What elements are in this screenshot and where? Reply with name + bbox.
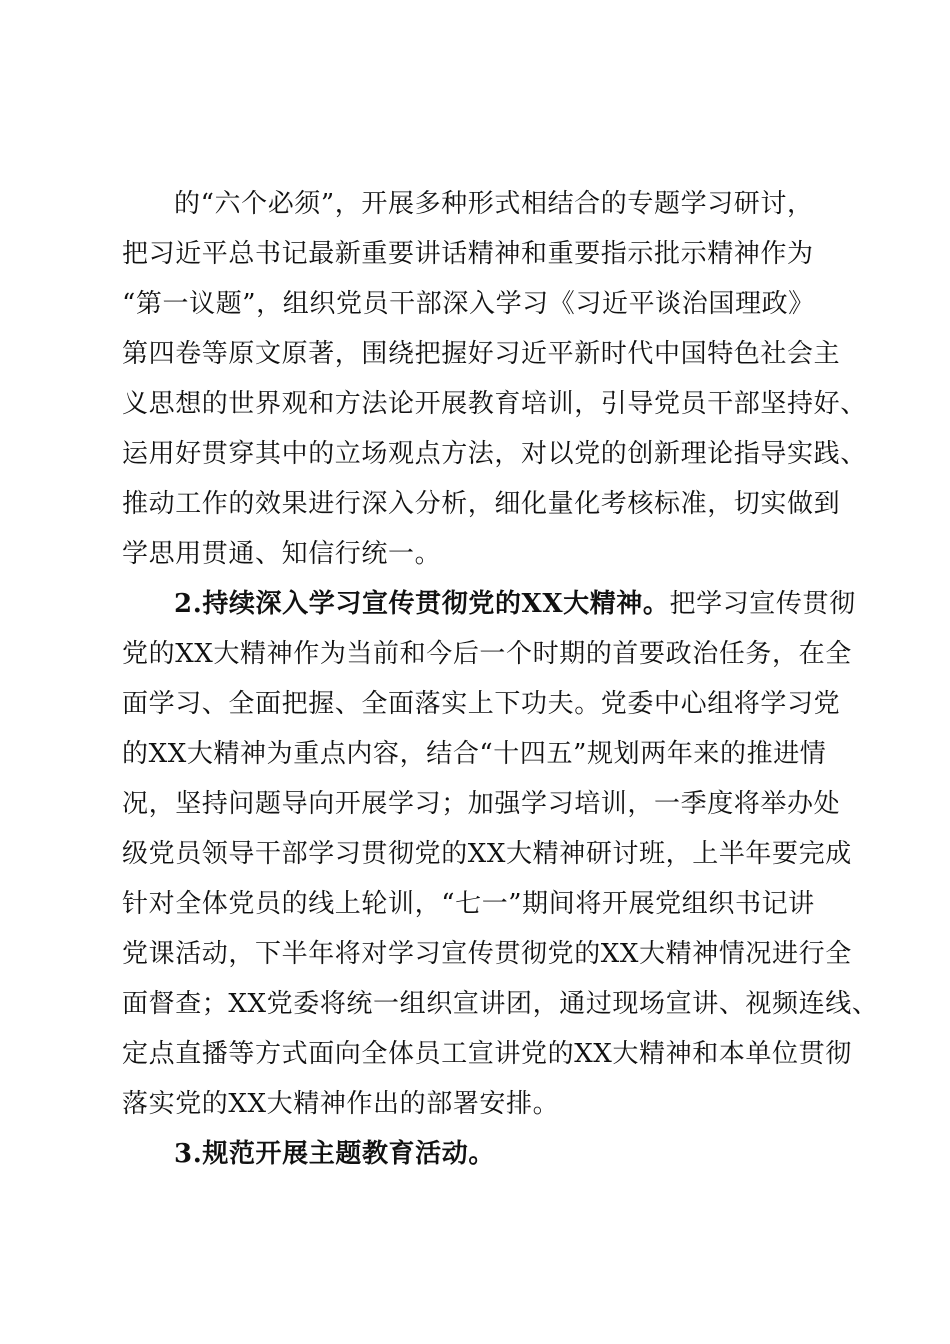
paragraph-1-line-4: 第四卷等原文原著，围绕把握好习近平新时代中国特色社会主 xyxy=(122,339,841,369)
paragraph-1-line-8: 学思用贯通、知信行统一。 xyxy=(122,539,442,569)
paragraph-2-heading: 2.持续深入学习宣传贯彻党的XX大精神。 xyxy=(174,589,670,619)
paragraph-2-line-2: 党的XX大精神作为当前和今后一个时期的首要政治任务，在全 xyxy=(122,639,852,669)
paragraph-1-line-7: 推动工作的效果进行深入分析，细化量化考核标准，切实做到 xyxy=(122,489,841,519)
paragraph-2-first-line-text: 把学习宣传贯彻 xyxy=(669,589,856,619)
paragraph-2-line-10: 定点直播等方式面向全体员工宣讲党的XX大精神和本单位贯彻 xyxy=(122,1039,852,1069)
paragraph-2-line-5: 况，坚持问题导向开展学习；加强学习培训，一季度将举办处 xyxy=(122,789,841,819)
paragraph-2-line-8: 党课活动，下半年将对学习宣传贯彻党的XX大精神情况进行全 xyxy=(122,939,852,969)
paragraph-1-line-3: “第一议题”，组织党员干部深入学习《习近平谈治国理政》 xyxy=(122,289,815,319)
paragraph-2-line-7: 针对全体党员的线上轮训，“七一”期间将开展党组织书记讲 xyxy=(122,889,815,919)
paragraph-1-line-1: 的“六个必须”，开展多种形式相结合的专题学习研讨， xyxy=(174,189,814,219)
paragraph-2-line-1 xyxy=(174,584,884,624)
paragraph-2-line-11: 落实党的XX大精神作出的部署安排。 xyxy=(122,1089,560,1119)
paragraph-1-line-2: 把习近平总书记最新重要讲话精神和重要指示批示精神作为 xyxy=(122,239,814,269)
paragraph-3-line-1 xyxy=(174,1134,884,1174)
paragraph-2-line-4: 的XX大精神为重点内容，结合“十四五”规划两年来的推进情 xyxy=(122,739,827,769)
paragraph-1-line-6: 运用好贯穿其中的立场观点方法，对以党的创新理论指导实践、 xyxy=(122,439,867,469)
paragraph-2-line-9: 面督查；XX党委将统一组织宣讲团，通过现场宣讲、视频连线、 xyxy=(122,989,879,1019)
paragraph-1-line-5: 义思想的世界观和方法论开展教育培训，引导党员干部坚持好、 xyxy=(122,389,867,419)
paragraph-3-heading: 3.规范开展主题教育活动。 xyxy=(174,1139,495,1169)
paragraph-2-line-6: 级党员领导干部学习贯彻党的XX大精神研讨班，上半年要完成 xyxy=(122,839,852,869)
paragraph-2-line-3: 面学习、全面把握、全面落实上下功夫。党委中心组将学习党 xyxy=(122,689,841,719)
